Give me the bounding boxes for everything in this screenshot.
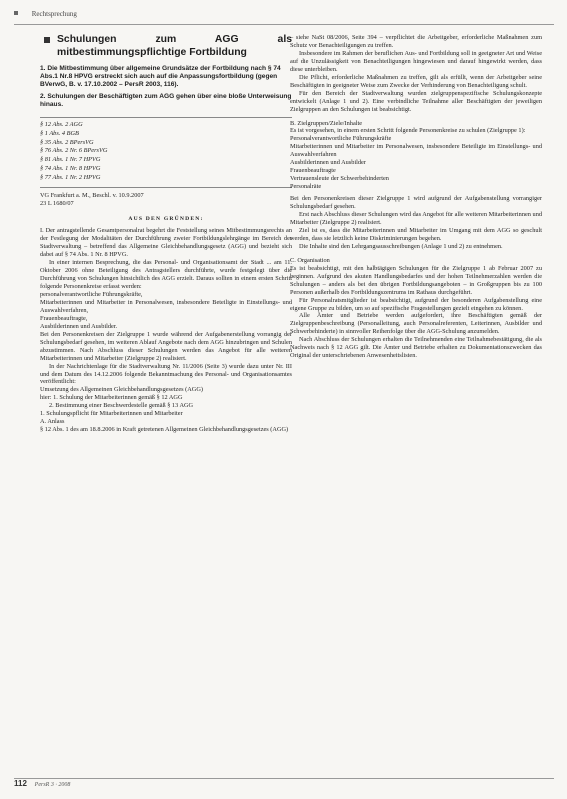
- body-paragraph: Nach Abschluss der Schulungen erhalten die Teilnehmenden eine Teilnahmebestätigung, die als Nachweis nach § 12 AGG gilt. Die Ämter und Betriebe erhalten zu Dokumentationszwecken das Original der unterschriebenen Anwesenheitslisten.: [290, 336, 542, 360]
- list-item: Mitarbeiterinnen und Mitarbeiter in Personalwesen, insbesondere Beteiligte in Einstellungs- und Auswahlverfahren,: [40, 298, 292, 314]
- quoted-line: A. Anlass: [40, 418, 65, 426]
- body-paragraph: Für Personalratsmitglieder ist beabsichtigt, aufgrund der besonderen Aufgabenstellung eine eigene Gruppe zu bilden, um so auf spezifische Fragestellungen gezielt eingehen zu können.: [290, 296, 542, 312]
- list-item: Vertrauensleute der Schwerbehinderten: [290, 175, 389, 183]
- body-paragraph: Die Pflicht, erforderliche Maßnahmen zu treffen, gilt als erfüllt, wenn der Arbeitgeber seine Beschäftigten in geeigneter Weise zum Zwecke der Verhinderung von Benachteiligung schult.: [290, 73, 542, 89]
- guiding-principle-2: 2. Schulungen der Beschäftigten zum AGG gehen über eine bloße Unterweisung hinaus.: [40, 93, 292, 108]
- section-heading-b: B. Zielgruppen/Ziele/Inhalte: [290, 119, 363, 127]
- body-paragraph: § 12 Abs. 1 des am 18.8.2006 in Kraft getretenen Allgemeinen Gleichbehandlungsgesetzes (AGG): [40, 426, 289, 434]
- citation-docket: 23 L 1680/07: [40, 199, 74, 207]
- list-item: Mitarbeiterinnen und Mitarbeiter im Personalwesen, insbesondere Beteiligte im Einstellungs- und Auswahlverfahren: [290, 143, 542, 159]
- left-column: [40, 34, 292, 434]
- section-label: Rechtsprechung: [31, 10, 77, 18]
- quoted-heading: Umsetzung des Allgemeinen Gleichbehandlungsgesetzes (AGG): [40, 386, 203, 394]
- list-item: personalverantwortliche Führungskräfte,: [40, 290, 143, 298]
- norm-item: § 81 Abs. 1 Nr. 7 HPVG: [40, 156, 101, 164]
- headline-square-icon: [44, 37, 50, 43]
- quoted-line: hier: 1. Schulung der Mitarbeiterinnen gemäß § 12 AGG: [40, 394, 183, 402]
- body-paragraph: In einer internen Besprechung, die das Personal- und Organisationsamt der Stadt ... am 11. Oktober 2006 ohne Beteiligung des Antragstellers durchführte, wurde festgelegt über die Durchführung von Schulungen hinsichtlich des AGG erzielt. Daraus sollten in einem ersten Schritt folgende Personenkreise erfasst werden:: [40, 259, 292, 291]
- section-heading-c: C. Organisation: [290, 256, 330, 264]
- norm-item: § 12 Abs. 2 AGG: [40, 121, 83, 128]
- header-square-icon: [14, 11, 18, 15]
- body-paragraph: Bei den Personenkreisen der Zielgruppe 1 wurde während der Aufgabenerstellung vorrangig der Schulungsbedarf gesehen, im weiteren Ablauf Angebote nach dem AGG hinzubringen und Schulen abzustimmen. Nach Abschluss dieser Schulungen werden das Angebot für alle weiteren Mitarbeiterinnen und Mitarbeiter (Zielgruppe 2) realisiert.: [40, 330, 292, 362]
- body-paragraph: Die Inhalte sind den Lehrgangsausschreibungen (Anlage 1 und 2) zu entnehmen.: [299, 242, 503, 250]
- article-headline: [40, 34, 292, 59]
- list-item: Personalverantwortliche Führungskräfte: [290, 135, 392, 143]
- body-paragraph: Erst nach Abschluss dieser Schulungen wird das Angebot für alle weiteren Mitarbeiterinnen und Mitarbeiter (Zielgruppe 2) realisiert.: [290, 211, 542, 226]
- body-paragraph: – siehe NaSt 08/2006, Seite 394 – verpflichtet die Arbeitgeber, erforderliche Maßnahmen zum Schutz vor Benachteiligungen zu treffen.: [290, 34, 542, 49]
- list-item: Frauenbeauftragte: [290, 167, 336, 175]
- norm-item: § 1 Abs. 4 BGB: [40, 129, 79, 137]
- body-paragraph: Es ist beabsichtigt, mit den halbtägigen Schulungen für die Zielgruppe 1 ab Februar 2007 zu beginnen. Aufgrund des akuten Handlungsbedarfes und der hohen Teilnehmerzahlen werden die Schulungen – anders als bei den übrigen Fortbildungsangeboten – in Großgruppen bis zu 100 Personen außerhalb des Fortbildungszentrums im Rathaus durchgeführt.: [290, 264, 542, 296]
- list-item: Ausbilderinnen und Ausbilder: [290, 159, 366, 167]
- norms-list: [40, 117, 292, 188]
- body-paragraph: Bei den Personenkreisen dieser Zielgruppe 1 wird aufgrund der Aufgabenstellung vorrangiger Schulungsbedarf gesehen.: [290, 195, 542, 211]
- page-number: 112: [14, 779, 27, 788]
- right-column: [290, 34, 542, 360]
- body-paragraph: I. Der antragstellende Gesamtpersonalrat begehrt die Feststellung seines Mitbestimmungsrechts an der Festlegung der Modalitäten der Durchführung zweier Fortbildungslehrgänge im Bereich der Stadtverwaltung – betreffend das Allgemeine Gleichbehandlungsgesetz (AGG) und bezieht sich dabei auf § 74 Abs. 1 Nr. 8 HPVG.: [40, 227, 292, 259]
- body-paragraph: Es ist vorgesehen, in einem ersten Schritt folgende Personenkreise zu schulen (Zielgruppe 1):: [290, 127, 526, 135]
- reasons-heading: AUS DEN GRÜNDEN:: [128, 216, 204, 223]
- guiding-principle-1: 1. Die Mitbestimmung über allgemeine Grundsätze der Fortbildung nach § 74 Abs.1 Nr.8 HPVG erstreckt sich auch auf die Anpassungsfortbildung (gegen BVerwG, B. v. 17.10.2002 – PersR 2003, 116).: [40, 65, 281, 88]
- norm-item: § 77 Abs. 1 Nr. 2 HPVG: [40, 173, 101, 181]
- list-item: Frauenbeauftragte,: [40, 314, 88, 322]
- journal-issue: PersR 3 · 2008: [34, 782, 71, 788]
- article-title: Schulungen zum AGG als mitbestimmungspflichtige Fortbildung: [57, 34, 292, 58]
- list-item: Ausbilderinnen und Ausbilder.: [40, 322, 118, 330]
- norm-item: § 76 Abs. 2 Nr. 6 BPersVG: [40, 147, 108, 155]
- norm-item: § 74 Abs. 1 Nr. 8 HPVG: [40, 164, 101, 172]
- body-paragraph: Ziel ist es, dass die Mitarbeiterinnen und Mitarbeiter im Umgang mit dem AGG so geschult werden, dass sie letztlich keine Diskriminierungen begehen.: [290, 226, 542, 242]
- body-paragraph: Alle Ämter und Betriebe werden aufgefordert, ihre Beschäftigten gemäß der Zielgruppenbeschreibung (Personalleitung, auch Personalreferenten, Leiterinnen, Ausbilder und Schwerbehinderte) in sinnvoller Reihenfolge über die AGG-Schulung anzumelden.: [290, 312, 542, 336]
- norm-item: § 35 Abs. 2 BPersVG: [40, 138, 94, 146]
- list-item: Personalräte: [290, 183, 322, 191]
- quoted-line: 1. Schulungspflicht für Mitarbeiterinnen und Mitarbeiter: [40, 410, 183, 418]
- body-paragraph: Für den Bereich der Stadtverwaltung wurden zielgruppenspezifische Schulungskonzepte entwickelt (Anlage 1 und 2). Eine verbindliche Teilnahme aller Beschäftigten der jeweiligen Zielgruppen an den Schulungen ist beabsichtigt.: [290, 89, 542, 113]
- running-header: [14, 10, 554, 25]
- body-paragraph: Insbesondere im Rahmen der beruflichen Aus- und Fortbildung soll in geeigneter Art und Weise auf die Unzulässigkeit von Benachteiligungen hingewiesen und darauf hingewirkt werden, dass diese unterbleiben.: [290, 49, 542, 73]
- citation-court: VG Frankfurt a. M., Beschl. v. 10.9.2007: [40, 191, 144, 199]
- quoted-line: 2. Bestimmung einer Beschwerdestelle gemäß § 13 AGG: [49, 402, 194, 410]
- page-footer: [14, 778, 554, 793]
- court-citation: [40, 192, 292, 209]
- body-paragraph: In der Nachrichtenlage für die Stadtverwaltung Nr. 11/2006 (Seite 3) wurde dazu unter Nr. III und dem Datum des 14.12.2006 folgende Bekanntmachung des Personal- und Organisationsamtes veröffentlicht:: [40, 362, 292, 386]
